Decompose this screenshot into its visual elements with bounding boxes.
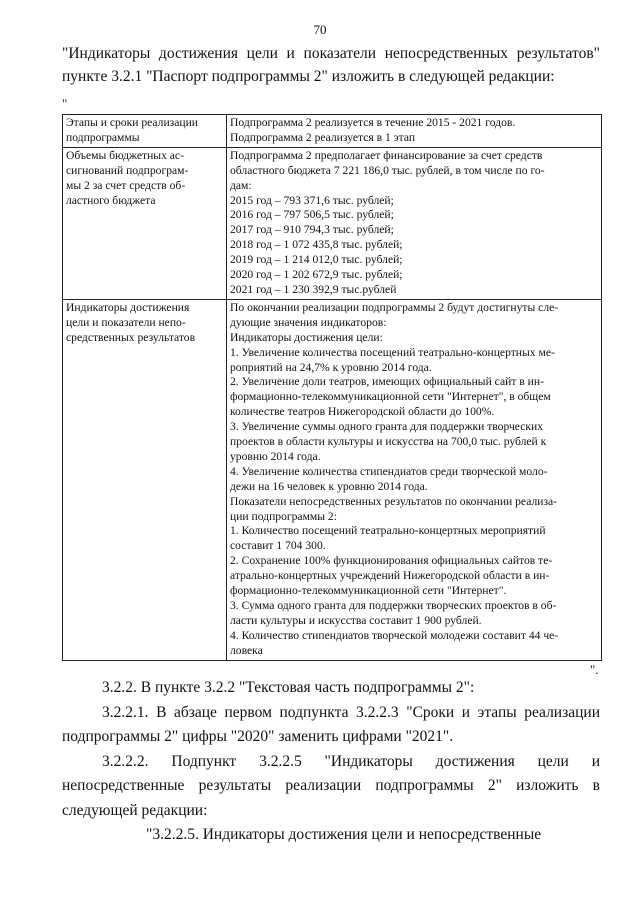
body-text [62,676,600,848]
passport-row-value [227,147,602,299]
passport-row-value [227,115,602,148]
table-text-line: средственных результатов [66,330,196,344]
table-text-line: 3. Увеличение суммы одного гранта для поддержки творческих [230,420,544,434]
table-text-line: 2015 год – 793 371,6 тыс. рублей; [230,193,394,207]
table-text-line: 1. Увеличение количества посещений театрально-концертных ме- [230,345,555,359]
table-text-line: 3. Сумма одного гранта для поддержки творческих проектов в об- [230,599,557,612]
table-text-line: атрально-концертных учреждений Нижегородской области в ин- [230,569,550,583]
passport-row [63,115,602,148]
table-text-line: областного бюджета 7 221 186,0 тыс. рублей, в том числе по го- [230,163,545,177]
table-text-line: Показатели непосредственных результатов по окончании реализа- [230,494,558,508]
table-text-line: Подпрограмма 2 предполагает финансирование за счет средств [230,148,543,162]
table-text-line: 2016 год – 797 506,5 тыс. рублей; [230,208,394,222]
paragraph-3-2-2-1-line: подпрограммы 2" цифры "2020" заменить цифрами "2021". [62,728,454,745]
table-text-line: 2021 год – 1 230 392,9 тыс.рублей [230,282,397,296]
table-text-line: ловека [230,643,263,657]
table-text-line: проектов в области культуры и искусства на 700,0 тыс. рублей к [230,435,547,449]
passport-row-label [63,115,227,148]
paragraph-3-2-2-2-line: 3.2.2.2. Подпункт 3.2.2.5 "Индикаторы достижения цели и [102,752,600,770]
table-text-line: По окончании реализации подпрограммы 2 будут достигнуты сле- [230,300,559,314]
table-text-line: Индикаторы достижения [66,300,190,314]
table-text-line: ции подпрограммы 2: [230,509,337,523]
intro-line: пункте 3.2.1 "Паспорт подпрограммы 2" изложить в следующей редакции: [62,68,555,85]
passport-row-label [63,299,227,660]
page-number: 70 [313,22,327,37]
paragraph-3-2-2-1-line: 3.2.2.1. В абзаце первом подпункта 3.2.2.3 "Сроки и этапы реализации [102,703,600,721]
table-text-line: ласти культуры и искусства составит 1 900 рублей. [230,613,482,627]
passport-table [62,114,602,661]
paragraph-3-2-2: 3.2.2. В пункте 3.2.2 "Текстовая часть подпрограммы 2": [102,679,475,696]
table-text-line: уровню 2014 года. [230,449,321,463]
table-text-line: 2. Увеличение доли театров, имеющих официальный сайт в ин- [230,375,544,389]
table-text-line: Индикаторы достижения цели: [230,330,383,344]
paragraph-3-2-2-5-heading: "3.2.2.5. Индикаторы достижения цели и непосредственные [146,826,542,843]
table-text-line: 4. Количество стипендиатов творческой молодежи составит 44 че- [230,628,559,642]
table-text-line: 2. Сохранение 100% функционирования официальных сайтов те- [230,554,553,568]
table-text-line: дежи на 16 человек к уровню 2014 года. [230,479,428,493]
opening-quote: " [62,96,68,111]
table-text-line: роприятий на 24,7% к уровню 2014 года. [230,360,432,374]
closing-quote: ". [590,662,599,677]
table-text-line: ластного бюджета [66,193,156,207]
table-text-line: дующие значения индикаторов: [230,315,387,329]
passport-row [63,147,602,299]
table-text-line: формационно-телекоммуникационной сети "Интернет". [230,584,507,598]
table-text-line: сигнований подпрограм- [66,163,189,177]
paragraph-3-2-2-2-line: непосредственные результаты реализации подпрограммы 2" изложить в [62,777,600,794]
table-text-line: 4. Увеличение количества стипендиатов среди творческой моло- [230,464,548,478]
table-text-line: Этапы и сроки реализации [66,116,198,129]
passport-row-label [63,147,227,299]
passport-table-body [63,115,602,661]
table-text-line: мы 2 за счет средств об- [66,178,186,192]
table-text-line: 1. Количество посещений театрально-концертных мероприятий [230,524,546,538]
table-text-line: количестве театров Нижегородской области до 100%. [230,405,495,419]
table-text-line: 2017 год – 910 794,3 тыс. рублей; [230,223,394,237]
table-text-line: Объемы бюджетных ас- [66,148,184,162]
table-text-line: цели и показатели непо- [66,315,186,329]
table-text-line: 2019 год – 1 214 012,0 тыс. рублей; [230,253,403,267]
table-text-line: 2020 год – 1 202 672,9 тыс. рублей; [230,268,403,282]
table-text-line: Подпрограмма 2 реализуется в течение 2015 - 2021 годов. [230,116,516,129]
table-text-line: Подпрограмма 2 реализуется в 1 этап [230,130,416,144]
passport-row-value [227,299,602,660]
intro-line: "Индикаторы достижения цели и показатели непосредственных результатов" [62,45,600,62]
table-text-line: составит 1 704 300. [230,539,326,553]
table-text-line: подпрограммы [66,130,140,144]
table-text-line: 2018 год – 1 072 435,8 тыс. рублей; [230,238,403,252]
table-text-line: дам: [230,178,252,192]
passport-row [63,299,602,660]
paragraph-3-2-2-2-line: следующей редакции: [62,801,208,819]
table-text-line: формационно-телекоммуникационной сети "Интернет", в общем [230,390,551,404]
intro-paragraph [62,42,600,88]
